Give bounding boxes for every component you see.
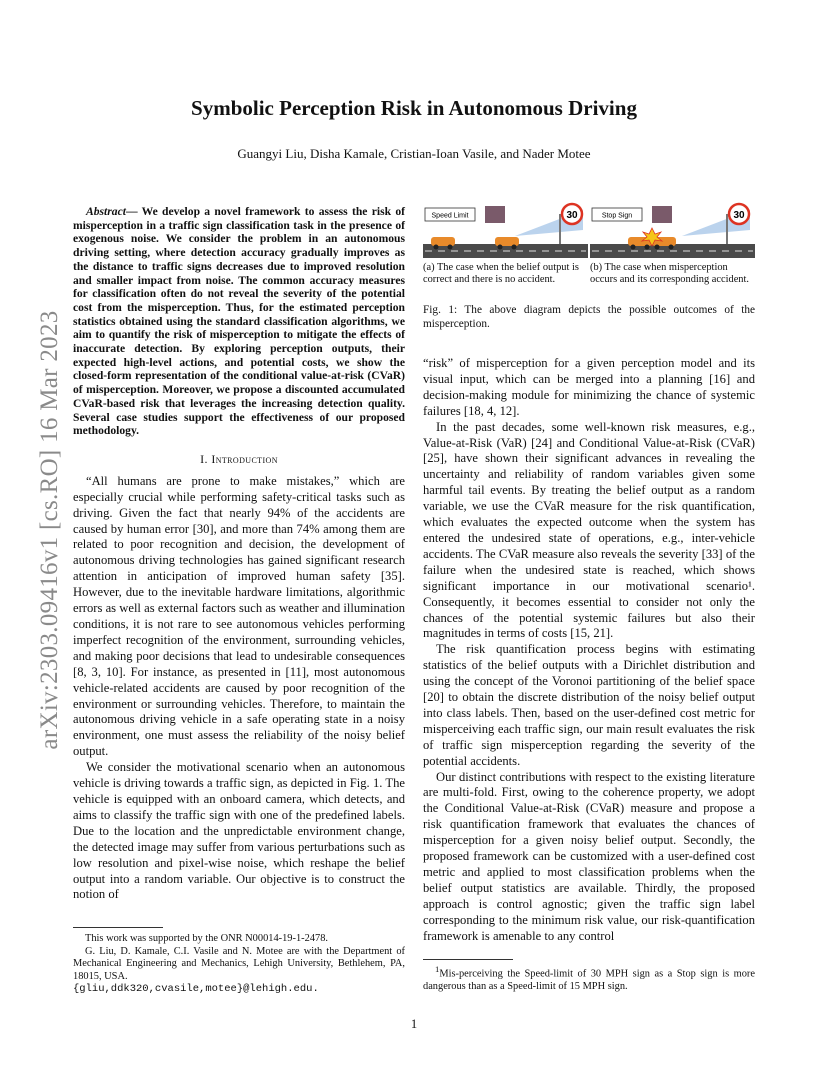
- car-wheel: [669, 245, 674, 250]
- left-footnotes: [73, 933, 405, 996]
- sign-pole: [726, 214, 728, 244]
- author-list: Guangyi Liu, Disha Kamale, Cristian-Ioan Vasile, and Nader Motee: [237, 146, 591, 161]
- car-wheel: [645, 245, 650, 250]
- ego-car: [495, 237, 519, 246]
- intro-paragraph-2: We consider the motivational scenario when an autonomous vehicle is driving towards a traffic sign, as depicted in Fig. 1. The vehicle is equipped with an onboard camera, which detects, and aims to classify the traffic sign with one of the predefined labels. Due to the location and the unpredictable environment change, the detected image may suffer from various perturbations such as low resolution and pixel-wise noise, which reshape the belief output into a random variable. Our objective is to construct the notion of: [73, 760, 405, 902]
- arxiv-id: arXiv:2303.09416v1 [cs.RO] 16 Mar 2023: [36, 310, 63, 750]
- author-emails[interactable]: {gliu,ddk320,cvasile,motee}@lehigh.edu.: [73, 983, 319, 996]
- page-number: 1: [410, 1017, 418, 1031]
- right-column: [423, 356, 755, 945]
- intro-paragraph-4: In the past decades, some well-known risk measures, e.g., Value-at-Risk (VaR) [24] and Conditional Value-at-Risk (CVaR) [25], have shown their significant advances in revealing the uncertainty and reliability of random variables given some harmful tail events. By treating the belief output as a random variable, we use the CVaR measure for the risk quantification, which evaluates the expected outcome when the system has entered the undesired state of operations, e.g., inter-vehicle accidents. The CVaR measure also reveals the severity [33] of the failure when the undesired state is reached, which shows significant importance in our motivational scenario¹. Consequently, it becomes essential to consider not only the chances of the potential systemic failures but also their magnitudes in terms of costs [15, 21].: [423, 419, 755, 641]
- footnote-text: Mis-perceiving the Speed-limit of 30 MPH sign as a Stop sign is more dangerous than as a Speed-limit of 15 MPH sign.: [423, 968, 755, 993]
- paper-title: Symbolic Perception Risk in Autonomous Driving: [191, 96, 637, 120]
- car-wheel: [434, 245, 439, 250]
- email-line: [73, 983, 405, 996]
- camera-image-a: [485, 206, 505, 223]
- affiliation-note: G. Liu, D. Kamale, C.I. Vasile and N. Motee are with the Department of Mechanical Engineering and Mechanics, Lehigh University, Bethlehem, PA, 18015, USA.: [73, 945, 405, 982]
- sign-value-a: 30: [566, 210, 578, 221]
- subcaption-b: (b) The case when misperception occurs and its corresponding accident.: [590, 262, 749, 286]
- car-wheel: [512, 245, 517, 250]
- section-title: Introduction: [211, 451, 278, 466]
- car-wheel: [498, 245, 503, 250]
- intro-paragraph-6: Our distinct contributions with respect to the existing literature are multi-fold. First, owing to the coherence property, we adopt the Conditional Value-at-Risk (CVaR) measure and propose a risk quantification framework that evaluates the chances of misperception for a given noisy belief output. Secondly, the proposed framework can be customized with a user-defined cost metric and applied to most classification problems when the belief output statistics are available. Thirdly, the proposed approach is control agnostic; given the traffic sign label corresponding to the minimum risk value, our risk-quantification framework is amenable to any control: [423, 769, 755, 943]
- car-wheel: [631, 245, 636, 250]
- car-wheel: [448, 245, 453, 250]
- arxiv-watermark: [30, 310, 70, 750]
- intro-paragraph-3: “risk” of misperception for a given perception model and its visual input, which can be merged into a planning [16] and decision-making module for minimizing the chance of systemic failures [18, 4, 12].: [423, 356, 755, 418]
- abstract: [73, 205, 405, 438]
- label-b: Stop Sign: [601, 212, 633, 220]
- car-front: [431, 237, 455, 246]
- sign-pole: [559, 214, 561, 244]
- figure-caption: Fig. 1: The above diagram depicts the possible outcomes of the misperception.: [423, 304, 755, 330]
- sign-value-b: 30: [733, 210, 745, 221]
- camera-image-b: [652, 206, 672, 223]
- footnote-rule: [73, 927, 163, 928]
- label-a: Speed Limit: [431, 212, 469, 220]
- abstract-lead: Abstract: [86, 205, 126, 218]
- figure-1b: [590, 200, 755, 258]
- abstract-text: — We develop a novel framework to assess the risk of misperception in a traffic sign classification task in the presence of exogenous noise. We consider the problem in an autonomous driving setting, where detection accuracy gradually improves as the distance to traffic signs decreases due to improved resolution and smaller impact from noise. The common accuracy measures for classification often do not reveal the severity of the potential cost from the misperception. Thus, for the estimated perception statistics obtained using the standard classification algorithms, we aim to quantify the risk of misperception to mitigate the effects of inaccurate detection. By exploring perception outputs, their expected high-level actions, and potential costs, we show the closed-form representation of the conditional value-at-risk (CVaR) of misperception. Moreover, we propose a discounted accumulated CVaR-based risk that leverages the increasing detection quality. Several case studies support the effectiveness of our proposed methodology.: [73, 205, 405, 438]
- left-column: [73, 205, 405, 903]
- footnote-marker: 1: [435, 964, 440, 974]
- figure-1a: [423, 200, 588, 258]
- section-heading: [73, 452, 405, 468]
- intro-paragraph-5: The risk quantification process begins with estimating statistics of the belief outputs with a Dirichlet distribution and using the concept of the Voronoi partitioning of the belief space [20] to obtain the discrete distribution of the noisy belief output into class labels. Then, based on the user-defined cost metric for misperceiving each traffic sign, our main result evaluates the risk of traffic sign misperception regarding the severity of the potential accidents.: [423, 642, 755, 768]
- footnote-1: [423, 963, 755, 994]
- car-wheel: [655, 245, 660, 250]
- section-number: I.: [200, 451, 208, 466]
- footnote-rule: [423, 959, 513, 960]
- intro-paragraph-1: “All humans are prone to make mistakes,” which are especially crucial while performing safety-critical tasks such as driving. Given the fact that nearly 94% of the accidents are caused by human error [30], and more than 74% among them are related to poor recognition and decision, the development of autonomous driving technologies has gained significant research attention in anticipation of improved human safety [35]. However, due to the inevitable hardware limitations, algorithmic errors as well as external factors such as weather and illumination conditions, it is not rare to see autonomous vehicles performing imperfect recognition of the environment, surrounding vehicles, and making poor decisions that lead to undesirable consequences [8, 3, 10]. For instance, as presented in [11], most autonomous vehicle-related accidents are caused by poor recognition of the environment or surrounding vehicles. Therefore, to maintain the autonomous driving vehicle in a safe operating state in a noisy environment, one must assess the reliability of the noisy belief output.: [73, 473, 405, 759]
- subcaption-a: (a) The case when the belief output is correct and there is no accident.: [423, 262, 579, 286]
- funding-note: This work was supported by the ONR N00014-19-1-2478.: [85, 933, 328, 944]
